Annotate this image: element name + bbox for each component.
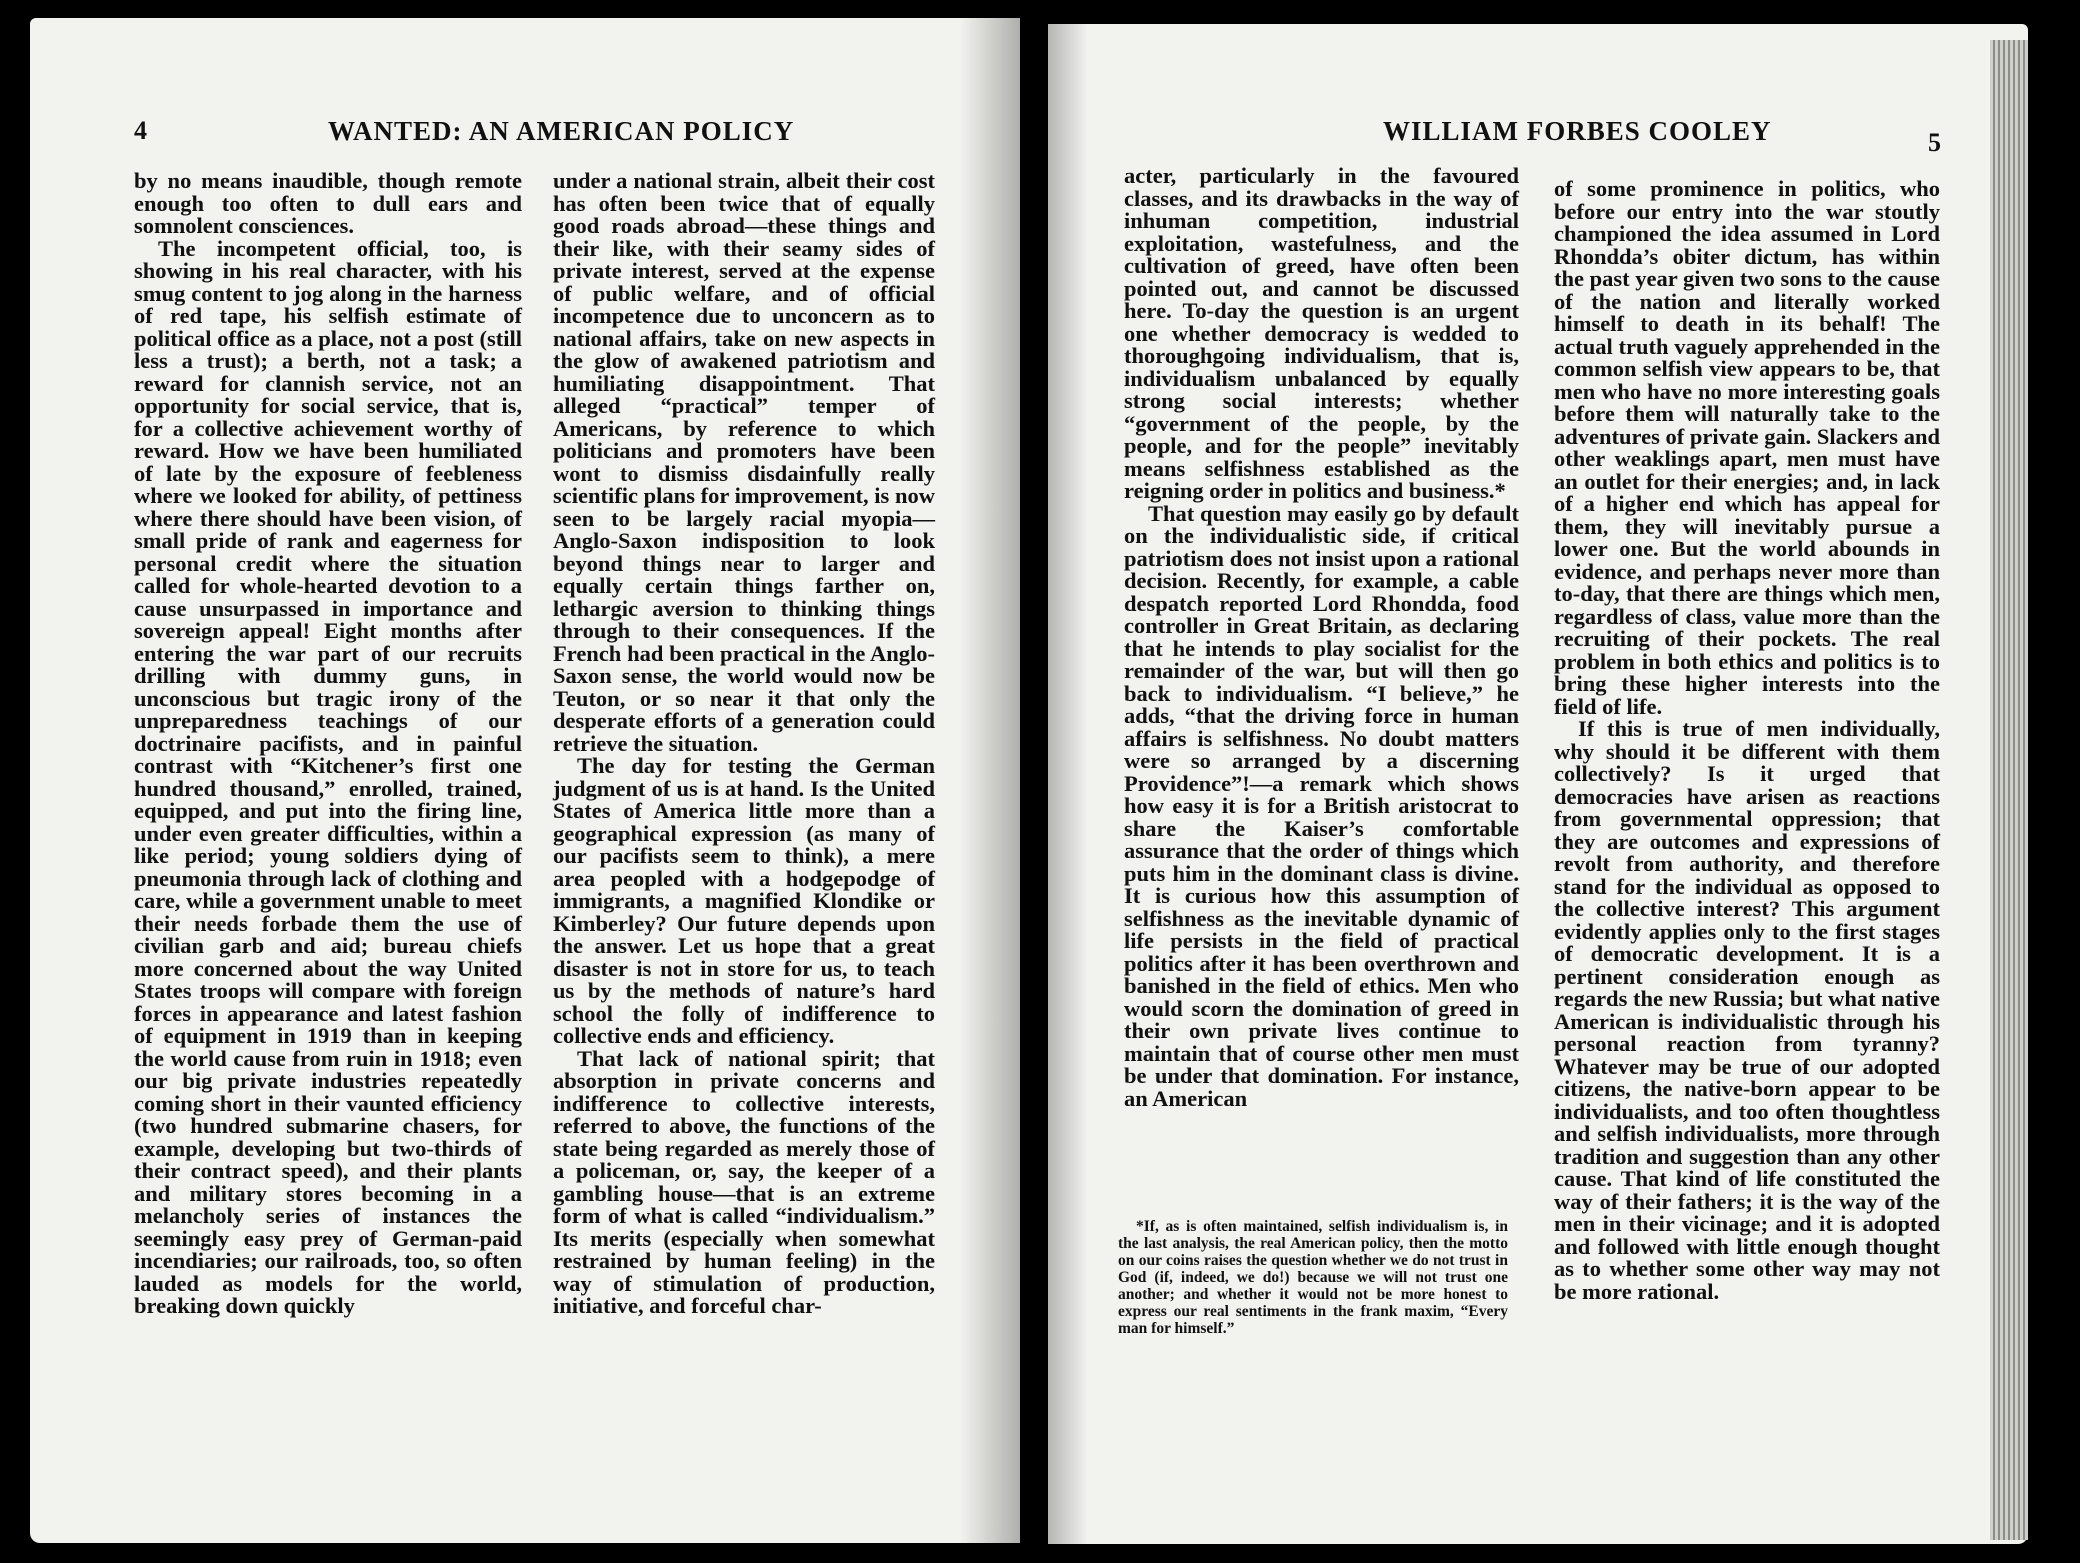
paragraph: The day for testing the German judgment of us is at hand. Is the United States of America little more than a geographical expression (as many of our pacifists seem to think), a mere area peopled with a hodgepodge of immigrants, a magnified Klondike or Kimberley? Our future depends upon the answer. Let us hope that a great disaster is not in store for us, to teach us by the methods of nature’s hard school the folly of indifference to collective ends and efficiency. (553, 753, 935, 1048)
paragraph: under a national strain, albeit their cost has often been twice that of equally good roads abroad—these things and their like, with their seamy sides of private interest, served at the expense of public welfare, and of official incompetence due to unconcern as to national affairs, take on new aspects in the glow of awakened patriotism and humiliating disappointment. That alleged “practical” temper of Americans, by reference to which politicians and promoters have been wont to dismiss disdainfully really scientific plans for improvement, is now seen to be largely racial myopia—Anglo-Saxon indisposition to look beyond things near to larger and equally certain things farther on, lethargic aversion to thinking things through to their consequences. If the French had been practical in the Anglo-Saxon sense, the world would now be Teuton, or so near it that only the desperate efforts of a generation could retrieve the situation. (553, 168, 935, 756)
paragraph: If this is true of men individually, why should it be different with them collectively? Is it urged that democracies have arisen as reactions from governmental oppression; that they are outcomes and expressions of revolt from authority, and therefore stand for the individual as opposed to the collective interest? This argument evidently applies only to the first stages of democratic development. It is a pertinent consideration enough as regards the new Russia; but what native American is individualistic through his personal reaction from tyranny? Whatever may be true of our adopted citizens, the native-born appear to be individualists, and too often thoughtless and selfish individualists, more through tradition and suggestion than any other cause. That kind of life constituted the way of their fathers; it is the way of the men in their vicinage; and it is adopted and followed with little enough thought as to whether some other way may not be more rational. (1554, 716, 1940, 1304)
page-edges (1990, 40, 2028, 1540)
right-column-1 (1124, 165, 1519, 1110)
right-page-number: 5 (1928, 128, 1941, 157)
footnote-text: *If, as is often maintained, selfish individualism is, in the last analysis, the real American policy, then the motto on our coins raises the question whether we do not trust in God (if, indeed, we do!) because we will not trust one another; and whether it would not be more honest to express our real sentiments in the frank maxim, “Every man for himself.” (1118, 1218, 1508, 1337)
right-running-head: WILLIAM FORBES COOLEY (1383, 116, 1772, 146)
left-gutter-shadow (960, 18, 1020, 1543)
left-column-2 (553, 170, 935, 1318)
left-page-number: 4 (134, 116, 147, 145)
paragraph: That lack of national spirit; that absorption in private concerns and indifference to collective interests, referred to above, the functions of the state being regarded as merely those of a policeman, or, say, the keeper of a gambling house—that is an extreme form of what is called “individualism.” Its merits (especially when somewhat restrained by human feeling) in the way of stimulation of production, initiative, and forceful char- (553, 1045, 935, 1318)
paragraph: That question may easily go by default on the individualistic side, if critical patriotism does not insist upon a rational decision. Recently, for example, a cable despatch reported Lord Rhondda, food controller in Great Britain, as declaring that he intends to play socialist for the remainder of the war, but will then go back to individualism. “I believe,” he adds, “that the driving force in human affairs is selfishness. No doubt matters were so arranged by a discerning Providence”!—a remark which shows how easy it is for a British aristocrat to share the Kaiser’s comfortable assurance that the order of things which puts him in the dominant class is divine. It is curious how this assumption of selfishness as the inevitable dynamic of life persists in the field of practical politics after it has been overthrown and banished in the field of ethics. Men who would scorn the domination of greed in their own private lives continue to maintain that of course other men must be under that domination. For instance, an American (1124, 500, 1519, 1111)
right-gutter-shadow (1048, 24, 1088, 1544)
paragraph: by no means inaudible, though remote enough too often to dull ears and somnolent consciences. (134, 168, 522, 238)
paragraph: of some prominence in politics, who before our entry into the war stoutly championed the idea assumed in Lord Rhondda’s obiter dictum, has within the past year given two sons to the cause of the nation and literally worked himself to death in its behalf! The actual truth vaguely apprehended in the common selfish view appears to be, that men who have no more interesting goals before them will naturally take to the adventures of private gain. Slackers and other weaklings apart, men must have an outlet for their energies; and, in lack of a higher end which has appeal for them, they will inevitably pursue a lower one. But the world abounds in evidence, and perhaps never more than to-day, that there are things which men, regardless of class, value more than the recruiting of their pockets. The real problem in both ethics and politics is to bring these higher interests into the field of life. (1554, 176, 1940, 719)
left-column-1 (134, 170, 522, 1318)
paragraph: acter, particularly in the favoured classes, and its drawbacks in the way of inhuman competition, industrial exploitation, wastefulness, and the cultivation of greed, have often been pointed out, and cannot be discussed here. To-day the question is an urgent one whether democracy is wedded to thoroughgoing individualism, that is, individualism unbalanced by equally strong social interests; whether “government of the people, by the people, and for the people” inevitably means selfishness established as the reigning order in politics and business.* (1124, 163, 1519, 503)
paragraph: The incompetent official, too, is showing in his real character, with his smug content to jog along in the harness of red tape, his selfish estimate of political office as a place, not a post (still less a trust); a berth, not a task; a reward for clannish service, not an opportunity for social service, that is, for a collective achievement worthy of reward. How we have been humiliated of late by the exposure of feebleness where we looked for ability, of pettiness where there should have been vision, of small pride of rank and eagerness for personal credit where the situation called for whole-hearted devotion to a cause unsurpassed in importance and sovereign appeal! Eight months after entering the war part of our recruits drilling with dummy guns, in unconscious but tragic irony of the unpreparedness teachings of our doctrinaire pacifists, and in painful contrast with “Kitchener’s first one hundred thousand,” enrolled, trained, equipped, and put into the firing line, under even greater difficulties, within a like period; young soldiers dying of pneumonia through lack of clothing and care, while a government unable to meet their needs forbade them the use of civilian garb and aid; bureau chiefs more concerned about the way United States troops will compare with foreign forces in appearance and latest fashion of equipment in 1919 than in keeping the world cause from ruin in 1918; even our big private industries repeatedly coming short in their vaunted efficiency (two hundred submarine chasers, for example, developing but two-thirds of their contract speed), and their plants and military stores becoming in a melancholy series of instances the seemingly easy prey of German-paid incendiaries; our railroads, too, so often lauded as models for the world, breaking down quickly (134, 235, 522, 1318)
left-running-head: WANTED: AN AMERICAN POLICY (328, 116, 795, 146)
footnote (1118, 1218, 1508, 1337)
right-column-2 (1554, 178, 1940, 1303)
